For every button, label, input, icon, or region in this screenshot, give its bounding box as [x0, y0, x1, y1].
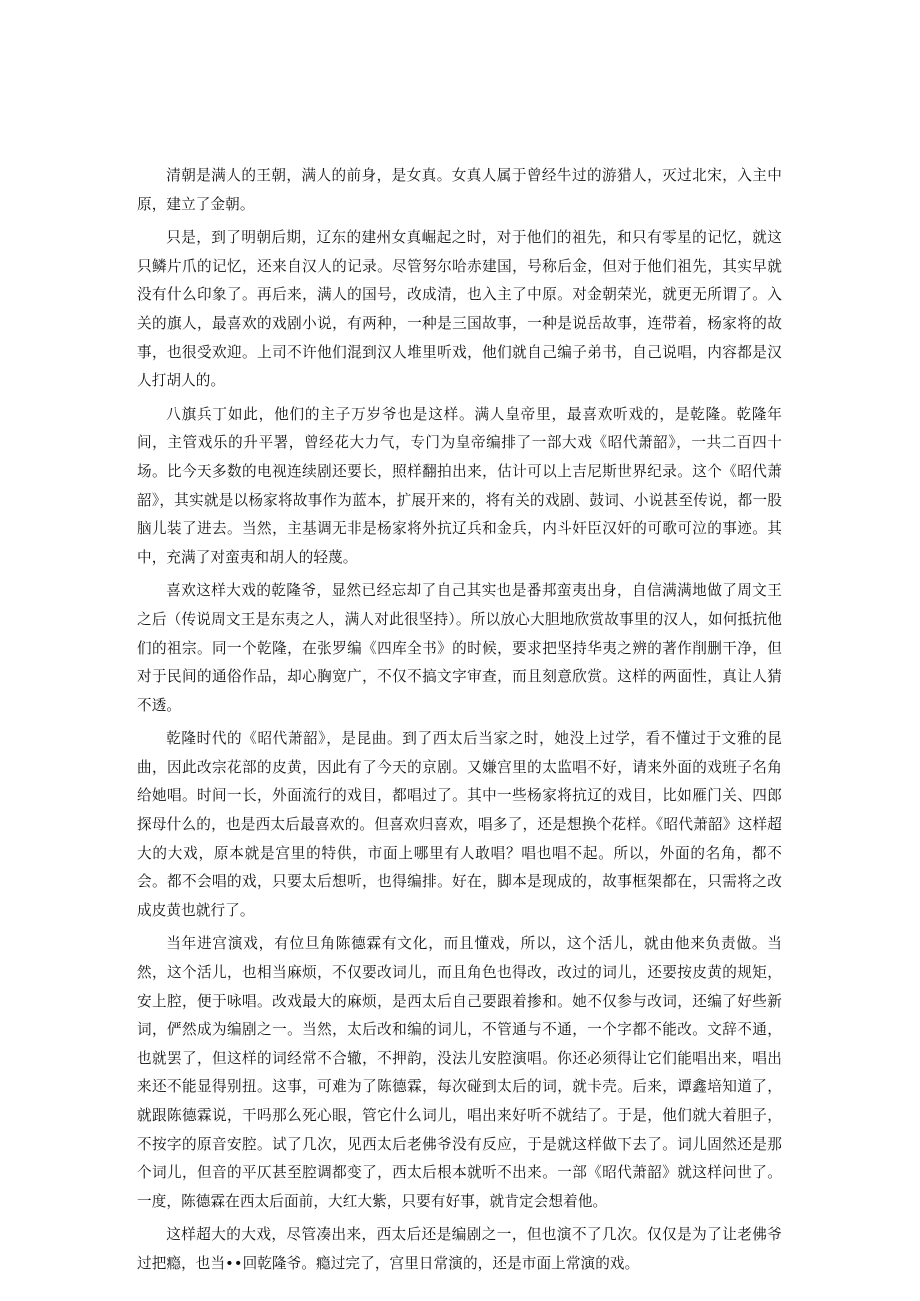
paragraph-7: 这样超大的大戏，尽管凑出来，西太后还是编剧之一，但也演不了几次。仅仅是为了让老佛爷过把瘾，也当••回乾隆爷。瘾过完了，宫里日常演的，还是市面上常演的戏。: [137, 1226, 782, 1272]
article-body: [137, 162, 782, 1284]
paragraph-1: 清朝是满人的王朝，满人的前身，是女真。女真人属于曾经牛过的游猎人，灭过北宋，入主中原，建立了金朝。: [137, 167, 782, 213]
paragraph-2: 只是，到了明朝后期，辽东的建州女真崛起之时，对于他们的祖先，和只有零星的记忆，就这只鳞片爪的记忆，还来自汉人的记录。尽管努尔哈赤建国，号称后金，但对于他们祖先，其实早就没有什么印象了。再后来，满人的国号，改成清，也入主了中原。对金朝荣光，就更无所谓了。入关的旗人，最喜欢的戏剧小说，有两种，一种是三国故事，一种是说岳故事，连带着，杨家将的故事，也很受欢迎。上司不许他们混到汉人堆里听戏，他们就自己编子弟书，自己说唱，内容都是汉人打胡人的。: [137, 229, 782, 390]
paragraph-6: 当年进宫演戏，有位旦角陈德霖有文化，而且懂戏，所以，这个活儿，就由他来负责做。当然，这个活儿，也相当麻烦，不仅要改词儿，而且角色也得改，改过的词儿，还要按皮黄的规矩，安上腔，便于咏唱。改戏最大的麻烦，是西太后自己要跟着掺和。她不仅参与改词，还编了好些新词，俨然成为编剧之一。当然，太后改和编的词儿，不管通与不通，一个字都不能改。文辞不通，也就罢了，但这样的词经常不合辙，不押韵，没法儿安腔演唱。你还必须得让它们能唱出来，唱出来还不能显得别扭。这事，可难为了陈德霖，每次碰到太后的词，就卡壳。后来，谭鑫培知道了，就跟陈德霖说，干吗那么死心眼，管它什么词儿，唱出来好听不就结了。于是，他们就大着胆子，不按字的原音安腔。试了几次，见西太后老佛爷没有反应，于是就这样做下去了。词儿固然还是那个词儿，但音的平仄甚至腔调都变了，西太后根本就听不出来。一部《昭代萧韶》就这样问世了。一度，陈德霖在西太后面前，大红大紫，只要有好事，就肯定会想着他。: [137, 935, 782, 1210]
paragraph-4: 喜欢这样大戏的乾隆爷，显然已经忘却了自己其实也是番邦蛮夷出身，自信满满地做了周文王之后（传说周文王是东夷之人，满人对此很坚持）。所以放心大胆地欣赏故事里的汉人，如何抵抗他们的祖宗。同一个乾隆，在张罗编《四库全书》的时候，要求把坚持华夷之辨的著作削删干净，但对于民间的通俗作品，却心胸宽广，不仅不搞文字审查，而且刻意欣赏。这样的两面性，真让人猜不透。: [137, 582, 782, 714]
paragraph-3: 八旗兵丁如此，他们的主子万岁爷也是这样。满人皇帝里，最喜欢听戏的，是乾隆。乾隆年间，主管戏乐的升平署，曾经花大力气，专门为皇帝编排了一部大戏《昭代萧韶》，一共二百四十场。比今天多数的电视连续剧还要长，照样翻拍出来，估计可以上吉尼斯世界纪录。这个《昭代萧韶》，其实就是以杨家将故事作为蓝本，扩展开来的，将有关的戏剧、鼓词、小说甚至传说，都一股脑儿装了进去。当然，主基调无非是杨家将外抗辽兵和金兵，内斗奸臣汉奸的可歌可泣的事迹。其中，充满了对蛮夷和胡人的轻蔑。: [137, 405, 782, 566]
paragraph-5: 乾隆时代的《昭代萧韶》，是昆曲。到了西太后当家之时，她没上过学，看不懂过于文雅的昆曲，因此改宗花部的皮黄，因此有了今天的京剧。又嫌宫里的太监唱不好，请来外面的戏班子名角给她唱。时间一长，外面流行的戏目，都唱过了。其中一些杨家将抗辽的戏目，比如雁门关、四郎探母什么的，也是西太后最喜欢的。但喜欢归喜欢，唱多了，还是想换个花样。《昭代萧韶》这样超大的大戏，原本就是宫里的特供，市面上哪里有人敢唱？唱也唱不起。所以，外面的名角，都不会。都不会唱的戏，只要太后想听，也得编排。好在，脚本是现成的，故事框架都在，只需将之改成皮黄也就行了。: [137, 730, 782, 919]
